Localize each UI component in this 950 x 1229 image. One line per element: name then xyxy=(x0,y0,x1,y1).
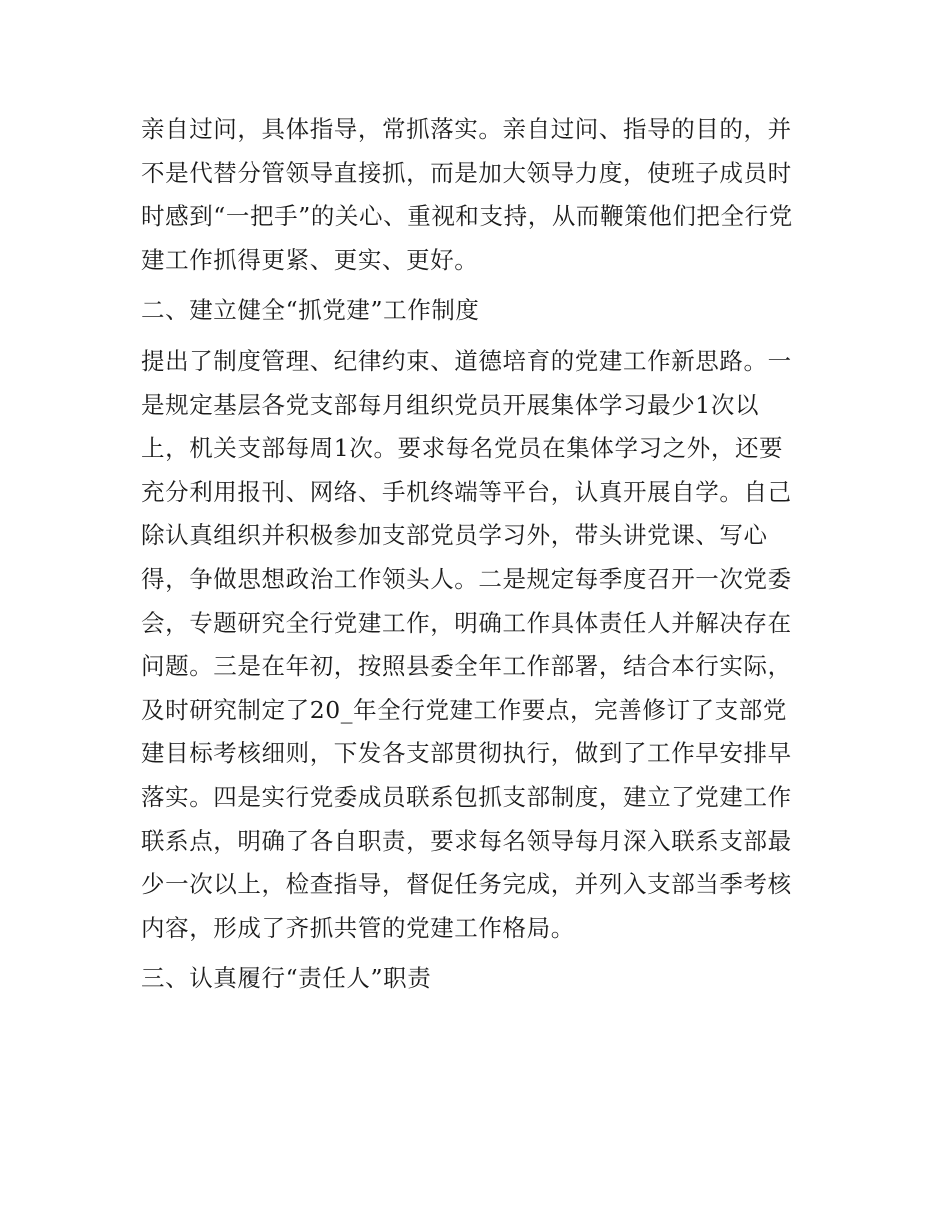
text-line: 不是代替分管领导直接抓，而是加大领导力度，使班子成员时 xyxy=(141,158,792,187)
text-line: 得，争做思想政治工作领头人。二是规定每季度召开一次党委 xyxy=(141,564,792,593)
document-body xyxy=(141,108,813,1008)
text-line: 除认真组织并积极参加支部党员学习外，带头讲党课、写心 xyxy=(141,521,768,550)
text-line: 建目标考核细则，下发各支部贯彻执行，做到了工作早安排早 xyxy=(141,739,792,768)
text-line: 亲自过问，具体指导，常抓落实。亲自过问、指导的目的，并 xyxy=(141,115,792,143)
paragraph-2 xyxy=(141,340,813,950)
text-line: 联系点，明确了各自职责，要求每名领导每月深入联系支部最 xyxy=(141,826,792,855)
text-line: 建工作抓得更紧、更实、更好。 xyxy=(141,245,479,274)
text-line: 问题。三是在年初，按照县委全年工作部署，结合本行实际， xyxy=(141,652,792,681)
text-line: 会，专题研究全行党建工作，明确工作具体责任人并解决存在 xyxy=(141,608,792,637)
text-line: 及时研究制定了20_年全行党建工作要点，完善修订了支部党 xyxy=(141,695,787,724)
text-line: 提出了制度管理、纪律约束、道德培育的党建工作新思路。一 xyxy=(141,346,792,375)
text-line: 内容，形成了齐抓共管的党建工作格局。 xyxy=(141,913,575,942)
text-line: 时感到“一把手”的关心、重视和支持，从而鞭策他们把全行党 xyxy=(141,202,793,231)
text-line: 落实。四是实行党委成员联系包抓支部制度，建立了党建工作 xyxy=(141,782,792,811)
text-line: 上，机关支部每周1次。要求每名党员在集体学习之外，还要 xyxy=(141,434,784,463)
text-line: 是规定基层各党支部每月组织党员开展集体学习最少1次以 xyxy=(141,390,760,419)
text-line: 少一次以上，检查指导，督促任务完成，并列入支部当季考核 xyxy=(141,870,792,899)
section-heading-2: 二、建立健全“抓党建”工作制度 xyxy=(141,296,480,325)
section-heading-3: 三、认真履行“责任人”职责 xyxy=(141,964,432,993)
text-line: 充分利用报刊、网络、手机终端等平台，认真开展自学。自己 xyxy=(141,477,792,506)
paragraph-1 xyxy=(141,108,813,282)
